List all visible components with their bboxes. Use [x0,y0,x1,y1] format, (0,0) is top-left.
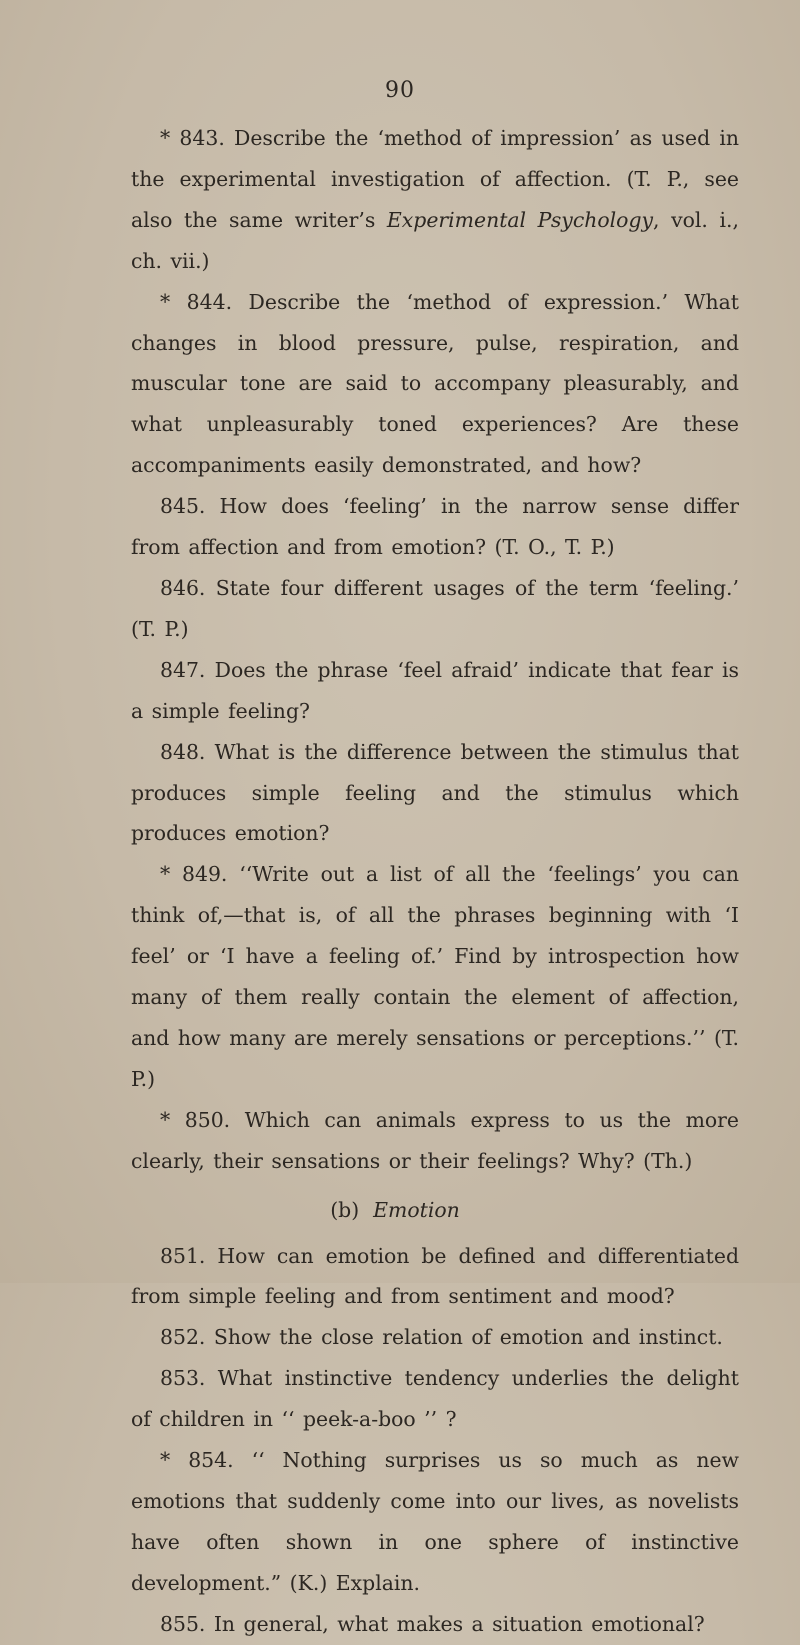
question-843 [131,118,739,282]
question-850: * 850. Which can animals express to us the more clearly, their sensations or their feelings? Why? (Th.) [131,1107,739,1173]
question-855: 855. In general, what makes a situation emotional? [160,1611,705,1636]
section-heading [131,1196,739,1224]
question-845: 845. How does ‘feeling’ in the narrow sense differ from affection and from emotion? (T. O., T. P.) [131,494,739,560]
question-853: 853. What instinctive tendency underlies the delight of children in ‘‘ peek-a-boo ’’ ? [131,1366,739,1432]
question-851: 851. How can emotion be defined and differentiated from simple feeling and from sentiment and mood? [131,1243,739,1309]
question-847: 847. Does the phrase ‘feel afraid’ indicate that fear is a simple feeling? [131,657,739,723]
question-849: * 849. ‘‘Write out a list of all the ‘feelings’ you can think of,—that is, of all the phrases beginning with ‘I feel’ or ‘I have a feeling of.’ Find by introspection how many of them really contain the element of affection, and how many are merely sensations or perceptions.’’ (T. P.) [131,862,739,1091]
section-label: (b) [330,1197,360,1222]
question-852: 852. Show the close relation of emotion and instinct. [160,1325,723,1350]
question-843-text-end: , vol. i., ch. vii.) [131,207,739,273]
question-848: 848. What is the difference between the stimulus that produces simple feeling and the stimulus which produces emotion? [131,739,739,846]
section-title: Emotion [373,1197,460,1222]
question-846: 846. State four different usages of the term ‘feeling.’ (T. P.) [131,575,739,641]
book-title: Experimental Psychology [386,207,654,232]
question-844: * 844. Describe the ‘method of expression.’ What changes in blood pressure, pulse, respiration, and muscular tone are said to accompany pleasurably, and what unpleasurably toned experiences? Are these accompaniments easily demonstrated, and how? [131,289,739,478]
page-number: 90 [385,78,415,103]
question-854: * 854. ‘‘ Nothing surprises us so much as new emotions that suddenly come into our lives, as novelists have often shown in one sphere of instinctive development.” (K.) Explain. [131,1448,739,1595]
page-content [131,118,739,1645]
question-843-text: * 843. Describe the ‘method of impression’ as used in the experimental investigation of affection. (T. P., see also the same writer’s [131,126,739,232]
